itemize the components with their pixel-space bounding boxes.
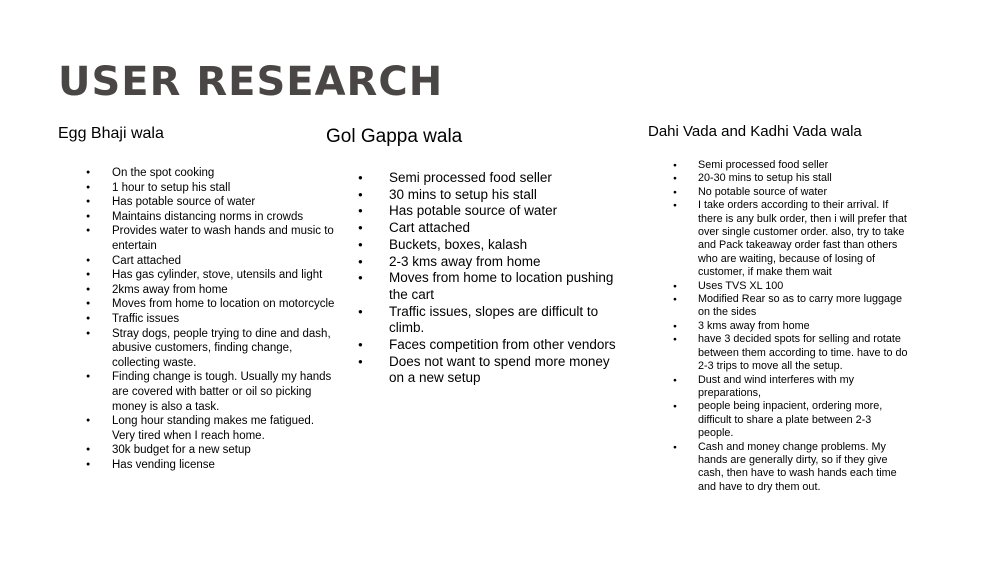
list-item: ● Dust and wind interferes with my preparations,: [698, 374, 908, 401]
list-item: ● Semi processed food seller: [389, 170, 626, 187]
list-item: ● Has potable source of water: [389, 203, 626, 220]
column-heading: Gol Gappa wala: [326, 126, 463, 147]
list-item: ● 2-3 kms away from home: [389, 254, 626, 271]
list-item: ● people being inpacient, ordering more, difficult to share a plate between 2-3 people.: [698, 400, 908, 440]
list-item: ● 30 mins to setup his stall: [389, 187, 626, 204]
page-title: USER RESEARCH: [58, 59, 444, 105]
list-item: ● Does not want to spend more money on a new setup: [389, 354, 626, 387]
list-item: ● Stray dogs, people trying to dine and dash, abusive customers, finding change, collecting waste.: [112, 327, 338, 371]
list-item: ● Maintains distancing norms in crowds: [112, 210, 338, 225]
list-item: ● Provides water to wash hands and music to entertain: [112, 224, 338, 253]
list-item: ● Cart attached: [112, 254, 338, 269]
list-item: ● Moves from home to location pushing the cart: [389, 270, 626, 303]
bullet-list: [698, 159, 908, 494]
list-item: ● 30k budget for a new setup: [112, 443, 338, 458]
list-item: ● Uses TVS XL 100: [698, 280, 908, 293]
list-item: ● Modified Rear so as to carry more luggage on the sides: [698, 293, 908, 320]
list-item: ● Has vending license: [112, 458, 338, 473]
list-item: ● Semi processed food seller: [698, 159, 908, 172]
list-item: ● Traffic issues, slopes are difficult to climb.: [389, 304, 626, 337]
list-item: ● Finding change is tough. Usually my hands are covered with batter or oil so picking money is also a task.: [112, 370, 338, 414]
list-item: ● Has potable source of water: [112, 195, 338, 210]
list-item: ● No potable source of water: [698, 186, 908, 199]
list-item: ● Cart attached: [389, 220, 626, 237]
list-item: ● 1 hour to setup his stall: [112, 181, 338, 196]
column-egg-bhaji-wala: [58, 124, 338, 472]
list-item: ● 2kms away from home: [112, 283, 338, 298]
list-item: ● 3 kms away from home: [698, 320, 908, 333]
list-item: ● Long hour standing makes me fatigued. Very tired when I reach home.: [112, 414, 338, 443]
column-heading: Dahi Vada and Kadhi Vada wala: [648, 123, 862, 140]
list-item: ● I take orders according to their arrival. If there is any bulk order, then i will prefer that over single customer order. also, try to take and Pack takeaway order fast than others who are waiting, because of losing of customer, if make them wait: [698, 199, 908, 279]
column-dahi-vada-wala: [648, 122, 908, 494]
bullet-list: [389, 170, 626, 387]
list-item: ● Faces competition from other vendors: [389, 337, 626, 354]
list-item: ● Traffic issues: [112, 312, 338, 327]
list-item: ● have 3 decided spots for selling and rotate between them according to time. have to do 2-3 trips to move all the setup.: [698, 333, 908, 373]
list-item: ● On the spot cooking: [112, 166, 338, 181]
list-item: ● Has gas cylinder, stove, utensils and light: [112, 268, 338, 283]
column-heading: Egg Bhaji wala: [58, 125, 164, 142]
list-item: ● Buckets, boxes, kalash: [389, 237, 626, 254]
bullet-list: [112, 166, 338, 472]
list-item: ● Moves from home to location on motorcycle: [112, 297, 338, 312]
column-gol-gappa-wala: [326, 126, 626, 387]
list-item: ● Cash and money change problems. My hands are generally dirty, so if they give cash, then have to wash hands each time and have to dry them out.: [698, 441, 908, 495]
list-item: ● 20-30 mins to setup his stall: [698, 172, 908, 185]
